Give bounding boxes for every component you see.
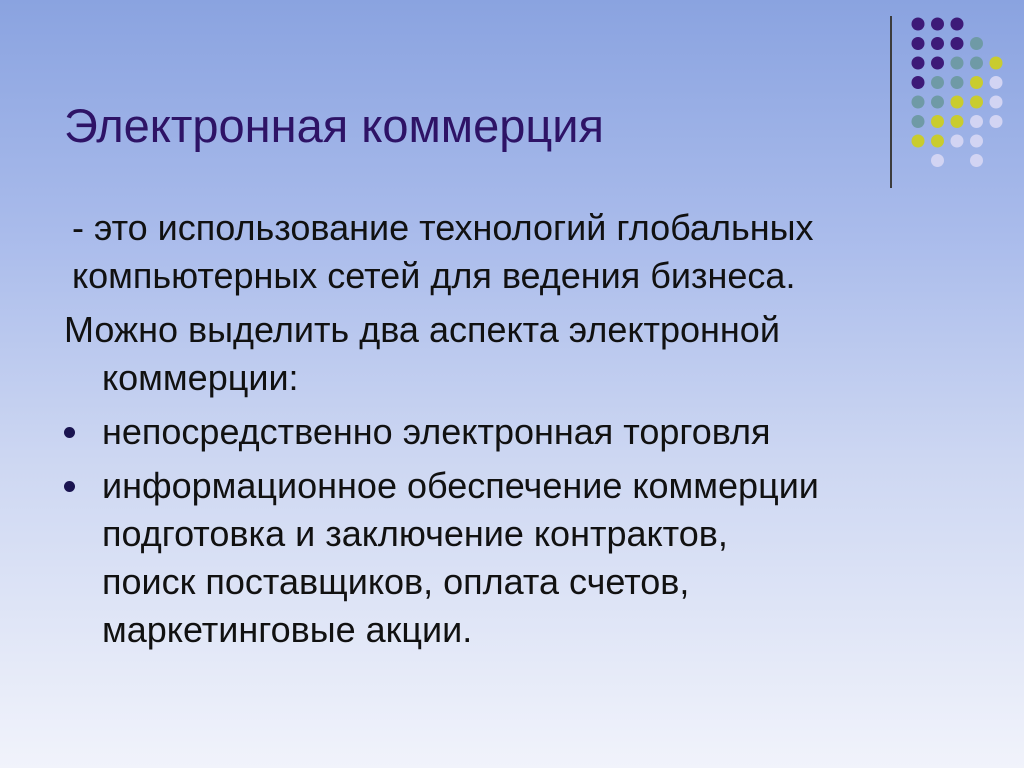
bullet-info-line-4: маркетинговые акции. (102, 609, 473, 650)
decoration-dot-teal (912, 96, 925, 109)
decoration-dot-teal (912, 115, 925, 128)
decoration-dot-lavender (970, 115, 983, 128)
decoration-dot-purple (912, 18, 925, 31)
bullet-trade-line-1: непосредственно электронная торговля (102, 411, 771, 452)
slide-body (64, 204, 974, 660)
aspects-intro-paragraph (64, 306, 974, 402)
decoration-dot-teal (970, 57, 983, 70)
decoration-dot-yellow (990, 57, 1003, 70)
bullet-info-line-1: информационное обеспечение коммерции (102, 465, 819, 506)
decoration-dot-yellow (951, 96, 964, 109)
bullet-info-line-2: подготовка и заключение контрактов, (102, 513, 728, 554)
decoration-dot-yellow (970, 76, 983, 89)
bullet-dot-icon (64, 427, 75, 438)
decoration-dot-yellow (931, 115, 944, 128)
decoration-dot-purple (912, 76, 925, 89)
bullet-item-info-support (64, 462, 974, 654)
decoration-dot-purple (912, 37, 925, 50)
decoration-dot-purple (931, 18, 944, 31)
decoration-dot-teal (951, 76, 964, 89)
aspects-intro-line-2: коммерции: (102, 357, 299, 398)
decoration-dot-yellow (912, 135, 925, 148)
definition-line-2: компьютерных сетей для ведения бизнеса. (72, 255, 796, 296)
decoration-dot-lavender (970, 154, 983, 167)
decoration-dot-teal (931, 76, 944, 89)
bullet-info-line-3: поиск поставщиков, оплата счетов, (102, 561, 690, 602)
decoration-dot-purple (931, 37, 944, 50)
decoration-dot-purple (951, 37, 964, 50)
decoration-dot-purple (931, 57, 944, 70)
decoration-dot-lavender (990, 76, 1003, 89)
decoration-dot-yellow (931, 135, 944, 148)
decoration-dot-yellow (951, 115, 964, 128)
decoration-dot-teal (951, 57, 964, 70)
bullet-item-trade (64, 408, 974, 456)
decoration-dot-lavender (931, 154, 944, 167)
aspects-intro-line-1: Можно выделить два аспекта электронной (64, 309, 780, 350)
decoration-dot-teal (931, 96, 944, 109)
decoration-dot-lavender (990, 115, 1003, 128)
slide-title: Электронная коммерция (64, 99, 604, 152)
decoration-dot-teal (970, 37, 983, 50)
decoration-dot-purple (912, 57, 925, 70)
decoration-dot-purple (951, 18, 964, 31)
definition-line-1: - это использование технологий глобальных (72, 207, 814, 248)
decoration-dot-yellow (970, 96, 983, 109)
decoration-dot-lavender (951, 135, 964, 148)
definition-paragraph (64, 204, 974, 300)
dot-grid-decoration (0, 0, 1024, 200)
decoration-dot-lavender (990, 96, 1003, 109)
decoration-dot-lavender (970, 135, 983, 148)
bullet-dot-icon (64, 481, 75, 492)
